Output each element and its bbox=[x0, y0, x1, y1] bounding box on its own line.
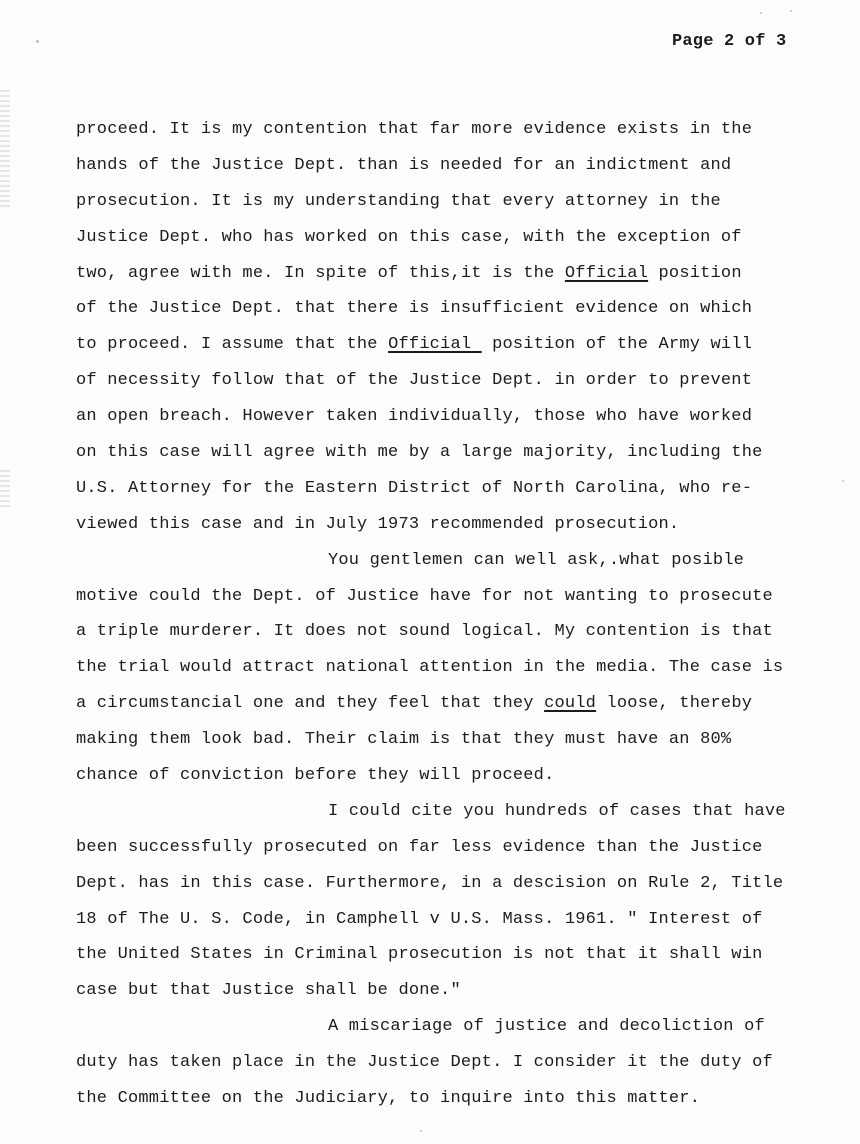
text-segment: the Committee on the Judiciary, to inquire into this matter. bbox=[76, 1089, 701, 1109]
text-segment: position of the Army will bbox=[481, 335, 753, 355]
text-segment: chance of conviction before they will proceed. bbox=[76, 766, 555, 786]
text-segment: position bbox=[648, 263, 742, 283]
text-segment: a circumstancial one and they feel that they bbox=[76, 694, 545, 714]
text-line bbox=[76, 399, 836, 435]
text-segment: of necessity follow that of the Justice Dept. in order to prevent bbox=[76, 371, 753, 391]
text-line bbox=[76, 543, 836, 579]
text-line bbox=[76, 902, 836, 938]
scan-edge-noise bbox=[0, 470, 10, 510]
text-segment: on this case will agree with me by a large majority, including the bbox=[76, 443, 763, 463]
underlined-word: Official bbox=[388, 335, 482, 355]
scan-speck bbox=[420, 1130, 422, 1132]
text-line bbox=[76, 614, 836, 650]
text-line bbox=[76, 937, 836, 973]
text-segment: making them look bad. Their claim is that they must have an 80% bbox=[76, 730, 732, 750]
text-line bbox=[76, 1045, 836, 1081]
text-segment: two, agree with me. In spite of this,it is the bbox=[76, 263, 565, 283]
text-segment: A miscariage of justice and decoliction of bbox=[328, 1017, 765, 1037]
text-segment: motive could the Dept. of Justice have for not wanting to prosecute bbox=[76, 586, 773, 606]
text-line bbox=[76, 686, 836, 722]
text-line bbox=[76, 973, 836, 1009]
scan-speck bbox=[36, 40, 39, 43]
text-segment: to proceed. I assume that the bbox=[76, 335, 389, 355]
text-segment: U.S. Attorney for the Eastern District of North Carolina, who re- bbox=[76, 478, 753, 498]
underlined-word: could bbox=[544, 694, 597, 714]
text-line bbox=[76, 830, 836, 866]
text-line bbox=[76, 579, 836, 615]
text-segment: of the Justice Dept. that there is insufficient evidence on which bbox=[76, 299, 753, 319]
text-segment: case but that Justice shall be done." bbox=[76, 981, 461, 1001]
text-segment: an open breach. However taken individually, those who have worked bbox=[76, 407, 753, 427]
text-segment: been successfully prosecuted on far less evidence than the Justice bbox=[76, 837, 763, 857]
scan-speck bbox=[842, 480, 844, 482]
text-segment: loose, thereby bbox=[596, 694, 753, 714]
text-line bbox=[76, 866, 836, 902]
text-segment: the trial would attract national attention in the media. The case is bbox=[76, 658, 784, 678]
text-line bbox=[76, 435, 836, 471]
text-line bbox=[76, 363, 836, 399]
text-segment: duty has taken place in the Justice Dept. I consider it the duty of bbox=[76, 1053, 773, 1073]
text-segment: proceed. It is my contention that far more evidence exists in the bbox=[76, 120, 753, 139]
text-line bbox=[76, 112, 836, 148]
text-line bbox=[76, 220, 836, 256]
text-line bbox=[76, 507, 836, 543]
text-line bbox=[76, 471, 836, 507]
scan-edge-noise bbox=[0, 90, 10, 210]
text-line bbox=[76, 256, 836, 292]
text-segment: Justice Dept. who has worked on this case, with the exception of bbox=[76, 227, 742, 247]
text-line bbox=[76, 148, 836, 184]
text-segment: a triple murderer. It does not sound logical. My contention is that bbox=[76, 622, 773, 642]
text-segment: I could cite you hundreds of cases that have bbox=[328, 801, 786, 821]
text-line bbox=[76, 327, 836, 363]
text-segment: prosecution. It is my understanding that every attorney in the bbox=[76, 191, 721, 211]
text-line bbox=[76, 291, 836, 327]
text-segment: hands of the Justice Dept. than is needed for an indictment and bbox=[76, 155, 732, 175]
page-number: Page 2 of 3 bbox=[672, 32, 787, 51]
text-line bbox=[76, 1009, 836, 1045]
text-segment: 18 of The U. S. Code, in Camphell v U.S. Mass. 1961. " Interest of bbox=[76, 909, 763, 929]
text-segment: viewed this case and in July 1973 recommended prosecution. bbox=[76, 514, 680, 534]
text-line bbox=[76, 794, 836, 830]
text-line bbox=[76, 758, 836, 794]
scan-speck bbox=[760, 12, 762, 14]
text-segment: You gentlemen can well ask,.what posible bbox=[328, 550, 745, 570]
underlined-word: Official bbox=[564, 263, 649, 283]
text-segment: the United States in Criminal prosecution is not that it shall win bbox=[76, 945, 763, 965]
text-line bbox=[76, 1081, 836, 1117]
text-line bbox=[76, 722, 836, 758]
letter-body bbox=[76, 112, 836, 1117]
text-line bbox=[76, 650, 836, 686]
text-segment: Dept. has in this case. Furthermore, in a descision on Rule 2, Title bbox=[76, 873, 784, 893]
scan-speck bbox=[790, 10, 792, 12]
text-line bbox=[76, 184, 836, 220]
